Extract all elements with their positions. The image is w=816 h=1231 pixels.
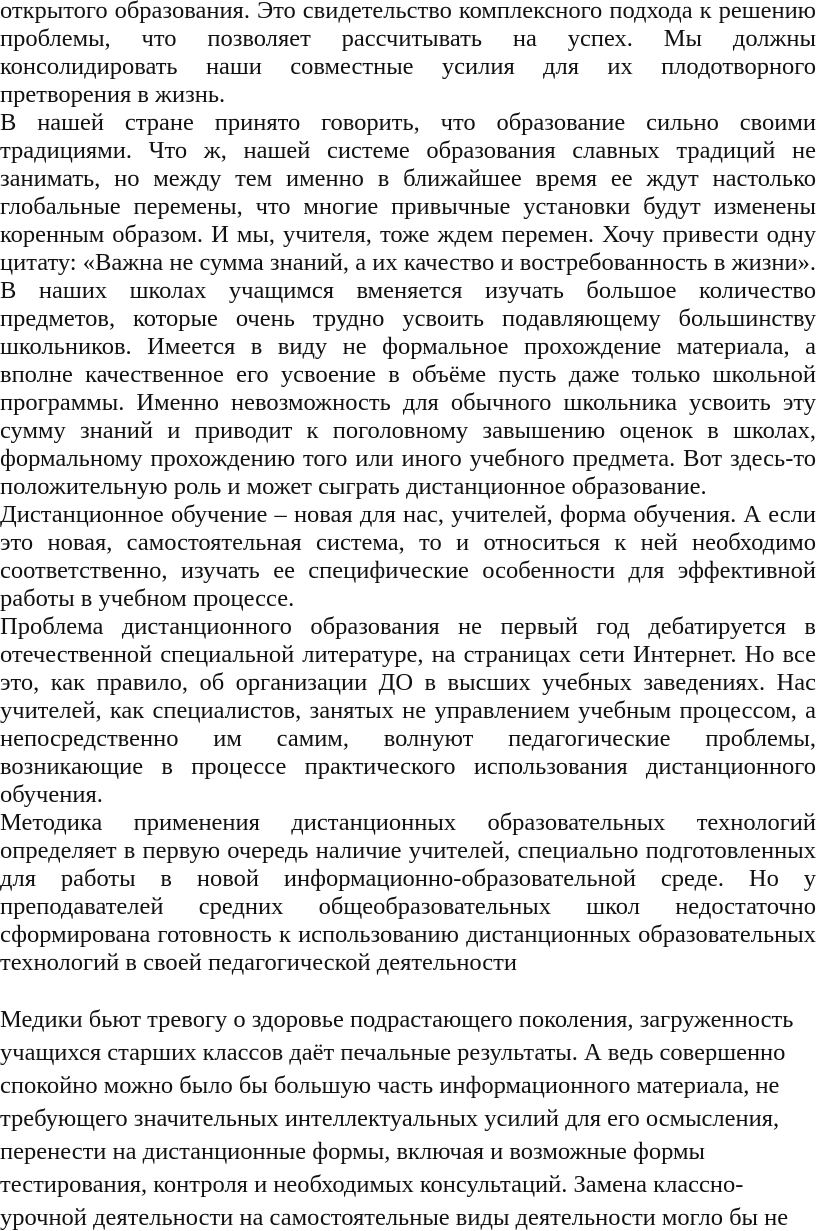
paragraph-traditions: В нашей стране принято говорить, что образование сильно своими традициями. Что ж, нашей системе образования славных традиций не занимать, но между тем именно в ближайшее время ее ждут настолько глобальные перемены, что многие привычные установки будут изменены коренным образом. И мы, учителя, тоже ждем перемен. Хочу привести одну цитату: «Важна не сумма знаний, а их качество и востребованность в жизни». В наших школах учащимся вменяется изучать большое количество предметов, которые очень трудно усвоить подавляющему большинству школьников. Имеется в виду не формальное прохождение материала, а вполне качественное его усвоение в объёме пусть даже только школьной программы. Именно невозможность для обычного школьника усвоить эту сумму знаний и приводит к поголовному завышению оценок в школах, формальному прохождению того или иного учебного предмета. Вот здесь-то положительную роль и может сыграть дистанционное образование.	[0, 109, 816, 500]
paragraph-methodology: Методика применения дистанционных образовательных технологий определяет в первую очередь наличие учителей, специально подготовленных для работы в новой информационно-образовательной среде. Но у преподавателей средних общеобразовательных школ недостаточно сформирована готовность к использованию дистанционных образовательных технологий в своей педагогической деятельности	[0, 809, 816, 976]
paragraph-distance-learning-new-form: Дистанционное обучение – новая для нас, учителей, форма обучения. А если это новая, самостоятельная система, то и относиться к ней необходимо соответственно, изучать ее специфические особенности для эффективной работы в учебном процессе.	[0, 501, 816, 612]
left-text-block	[0, 1003, 816, 1231]
paragraph-health-concerns: Медики бьют тревогу о здоровье подрастающего поколения, загруженность учащихся старших классов даёт печальные результаты. А ведь совершенно спокойно можно было бы большую часть информационного материала, не требующего значительных интеллектуальных усилий для его осмысления, перенести на дистанционные формы, включая и возможные формы тестирования, контроля и необходимых консультаций. Замена классно-урочной деятельности на самостоятельные виды деятельности могло бы не	[0, 1006, 794, 1231]
paragraph-open-education: открытого образования. Это свидетельство комплексного подхода к решению проблемы, что позволяет рассчитывать на успех. Мы должны консолидировать наши совместные усилия для их плодотворного претворения в жизнь.	[0, 0, 816, 108]
paragraph-distance-education-problem: Проблема дистанционного образования не первый год дебатируется в отечественной специальной литературе, на страницах сети Интернет. Но все это, как правило, об организации ДО в высших учебных заведениях. Нас учителей, как специалистов, занятых не управлением учебным процессом, а непосредственно им самим, волнуют педагогические проблемы, возникающие в процессе практического использования дистанционного обучения.	[0, 613, 816, 808]
